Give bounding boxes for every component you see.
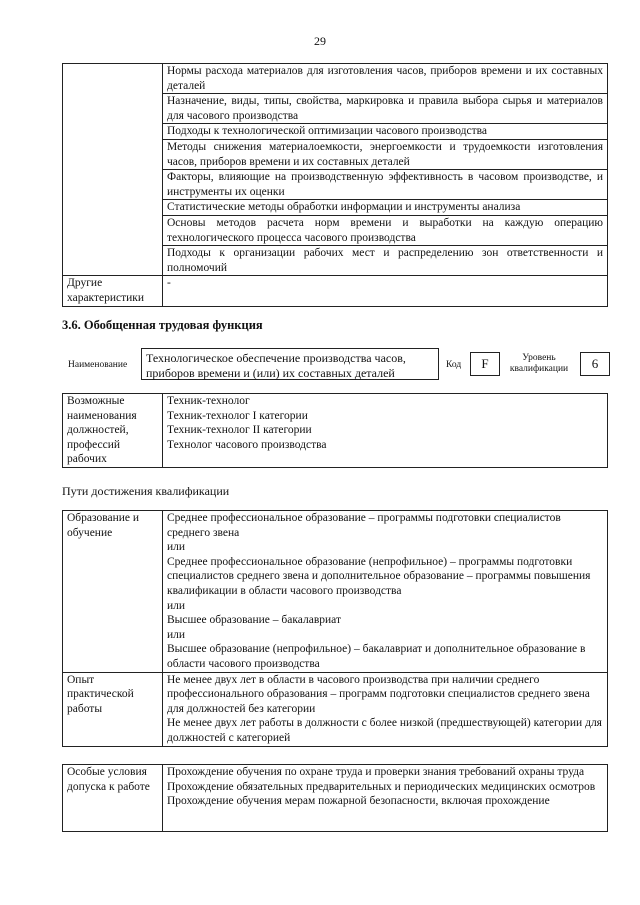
- position-item: Техник-технолог I категории: [167, 409, 308, 422]
- paths-title: Пути достижения квалификации: [62, 484, 230, 498]
- positions-list: [163, 394, 608, 468]
- experience-line: Не менее двух лет в области в часового производства при наличии среднего профессионального образования – программ подготовки специалистов среднего звена для должностей без категории: [167, 673, 590, 715]
- experience-label: Опыт практической работы: [63, 672, 163, 746]
- condition-line: Прохождение обучения по охране труда и проверки знания требований охраны труда: [167, 766, 585, 778]
- position-item: Технолог часового производства: [167, 438, 327, 451]
- education-line: или: [167, 628, 186, 641]
- positions-table: [62, 393, 608, 468]
- other-characteristics-value: -: [163, 276, 608, 306]
- education-line: Среднее профессиональное образование – программы подготовки специалистов среднего звена: [167, 512, 561, 539]
- positions-label: Возможные наименования должностей, профессий рабочих: [63, 394, 163, 468]
- page-number: 29: [314, 34, 326, 48]
- education-line: или: [167, 599, 186, 612]
- condition-line: Прохождение обязательных предварительных и периодических медицинских осмотров: [167, 780, 596, 793]
- conditions-label: Особые условия допуска к работе: [63, 765, 163, 832]
- code-label: Код: [446, 360, 462, 370]
- condition-line: Прохождение обучения мерам пожарной безопасности, включая прохождение: [167, 795, 550, 808]
- knowledge-table: [62, 63, 608, 307]
- knowledge-row: Основы методов расчета норм времени и выработки на каждую операцию технологического процесса часового производства: [163, 215, 608, 245]
- level-label: Уровень квалификации: [509, 353, 569, 374]
- qualification-table: [62, 510, 608, 747]
- knowledge-row: Методы снижения материалоемкости, энергоемкости и трудоемкости изготовления часов, приборов времени и их составных деталей: [163, 139, 608, 169]
- education-label: Образование и обучение: [63, 511, 163, 673]
- experience-cell: [163, 672, 608, 746]
- empty-label-cell: [63, 64, 163, 276]
- knowledge-row: Нормы расхода материалов для изготовления часов, приборов времени и их составных деталей: [163, 64, 608, 94]
- name-label: Наименование: [68, 360, 128, 370]
- name-value-box: [141, 348, 439, 380]
- conditions-table: [62, 764, 608, 832]
- knowledge-row: Подходы к организации рабочих мест и распределению зон ответственности и полномочий: [163, 246, 608, 276]
- education-cell: [163, 511, 608, 673]
- name-value: Технологическое обеспечение производства часов, приборов времени и (или) их составных деталей: [146, 351, 406, 380]
- position-item: Техник-технолог: [167, 395, 250, 407]
- conditions-cell: [163, 765, 608, 832]
- experience-line: Не менее двух лет работы в должности с более низкой (предшествующей) категории для должностей с категорией: [167, 717, 602, 744]
- knowledge-row: Статистические методы обработки информации и инструменты анализа: [163, 200, 608, 216]
- education-line: Высшее образование – бакалавриат: [167, 614, 341, 627]
- knowledge-row: Подходы к технологической оптимизации часового производства: [163, 124, 608, 140]
- other-characteristics-label: Другие характеристики: [63, 276, 163, 306]
- knowledge-row: Факторы, влияющие на производственную эффективность в часовом производстве, и инструменты их оценки: [163, 170, 608, 200]
- knowledge-row: Назначение, виды, типы, свойства, маркировка и правила выбора сырья и материалов для часового производства: [163, 94, 608, 124]
- level-value: 6: [580, 352, 610, 376]
- position-item: Техник-технолог II категории: [167, 424, 312, 437]
- code-value: F: [470, 352, 500, 376]
- education-line: или: [167, 541, 186, 554]
- education-line: Среднее профессиональное образование (непрофильное) – программы подготовки специалистов среднего звена и дополнительное образование – программы повышения квалификации в области часового производства: [167, 555, 591, 597]
- education-line: Высшее образование (непрофильное) – бакалавриат и дополнительное образование в области часового производства: [167, 643, 586, 670]
- section-title: 3.6. Обобщенная трудовая функция: [62, 318, 263, 332]
